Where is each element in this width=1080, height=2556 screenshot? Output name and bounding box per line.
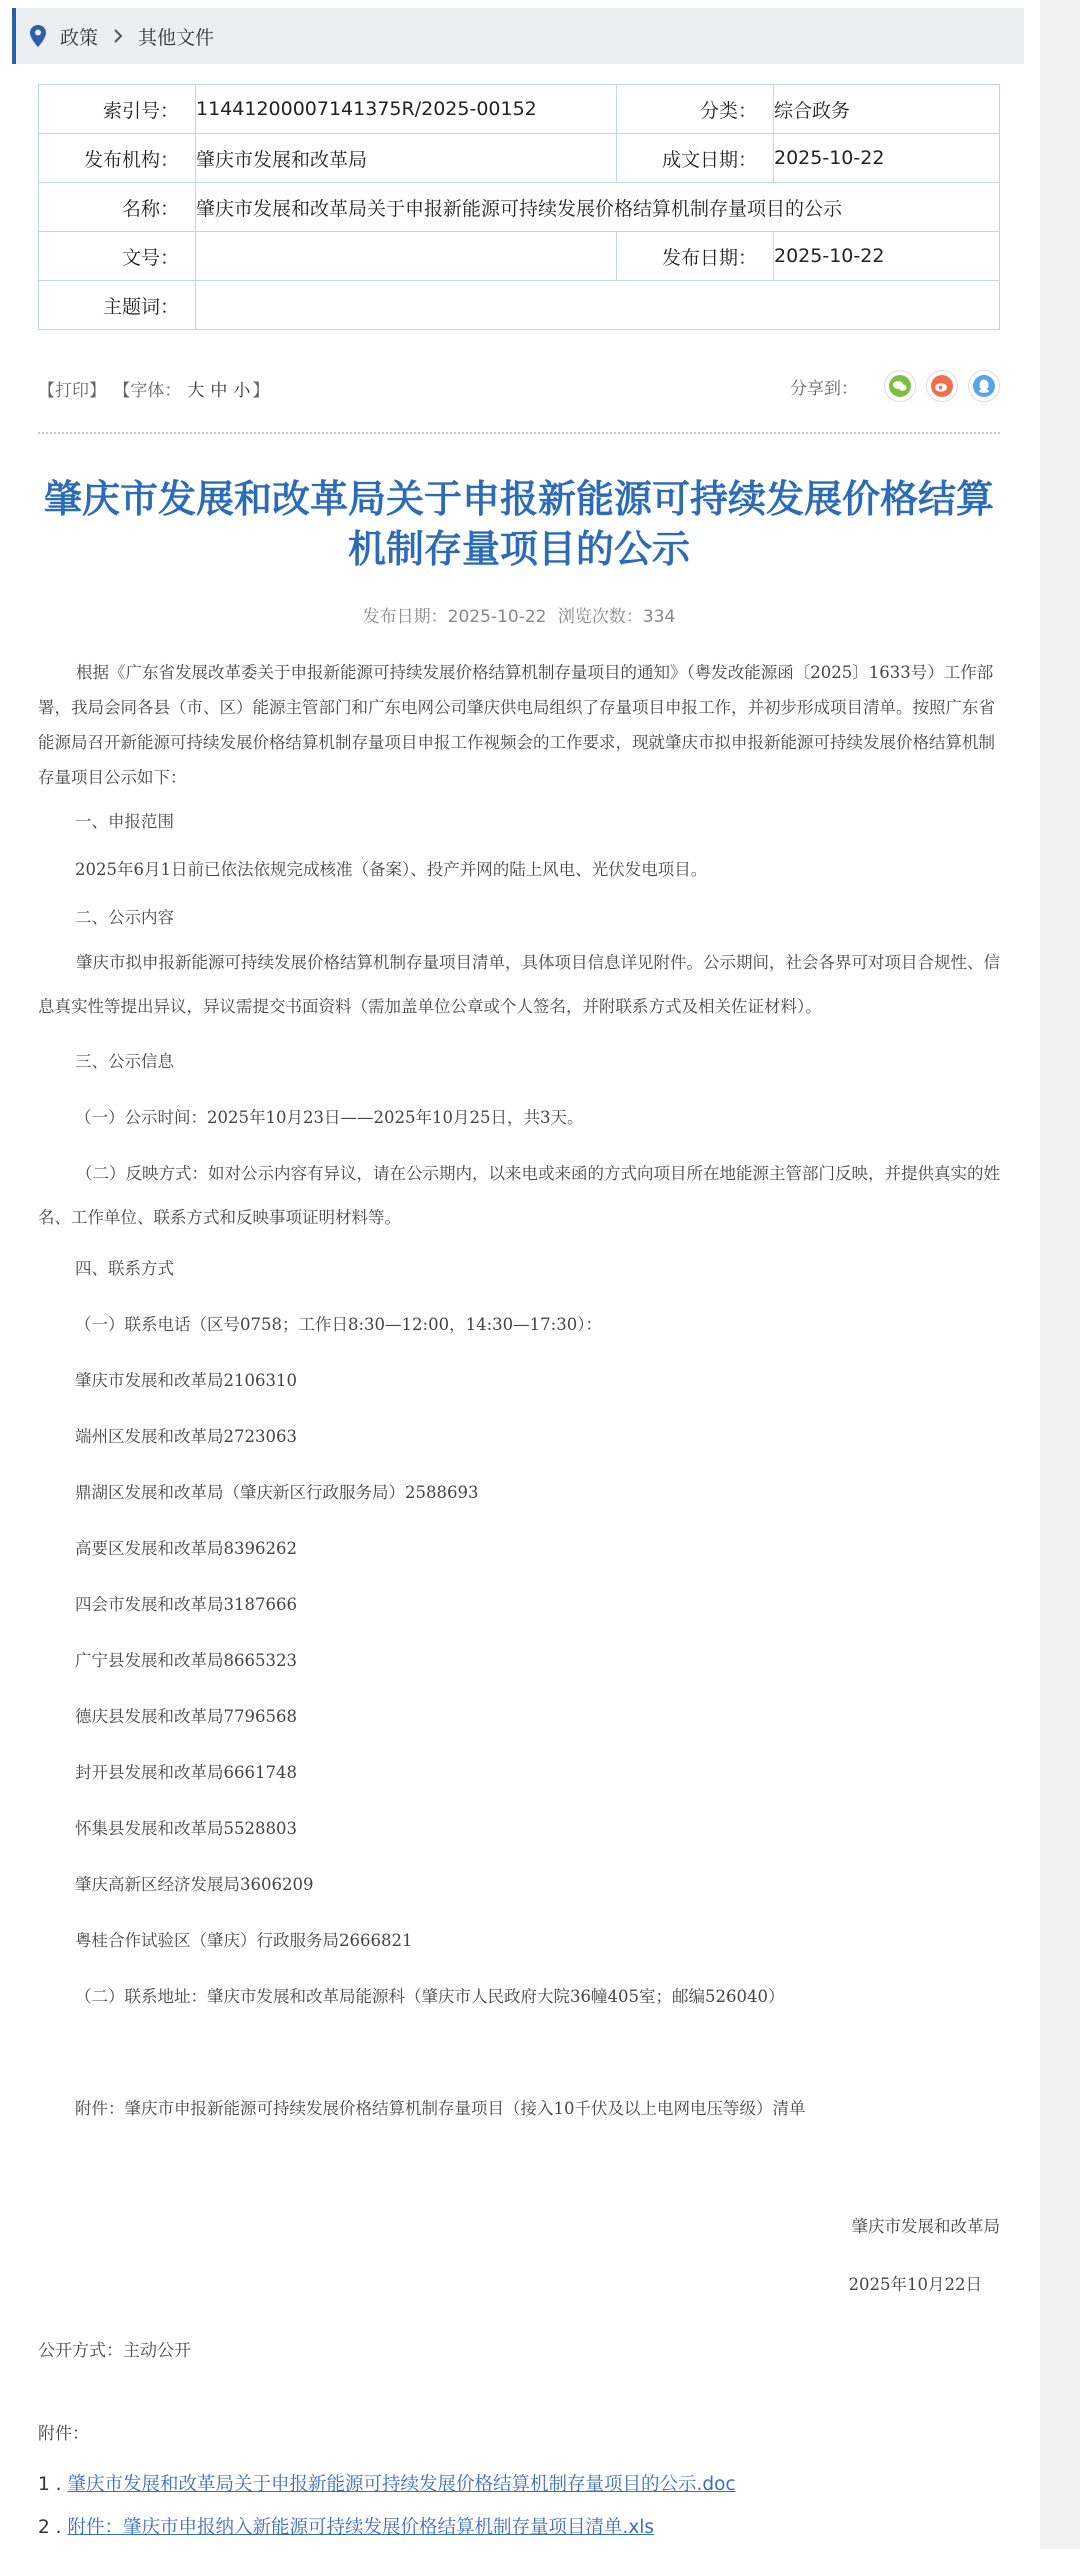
attachment-link-xls[interactable]: 附件：肇庆市申报纳入新能源可持续发展价格结算机制存量项目清单.xls <box>67 2517 655 2538</box>
index-value: 11441200007141375R/2025-00152 <box>196 85 617 134</box>
keywords-value <box>196 281 1000 330</box>
section-heading-4: 四、联系方式 <box>75 1259 174 1278</box>
contact-list <box>38 1370 1000 1986</box>
divider <box>38 432 1000 434</box>
published-date-label: 发布日期： <box>617 232 774 281</box>
share-label: 分享到： <box>790 378 858 399</box>
contact-item: 广宁县发展和改革局8665323 <box>75 1651 297 1670</box>
page <box>12 0 1024 2556</box>
attachments-list <box>38 2470 1024 2556</box>
contact-item: 高要区发展和改革局8396262 <box>75 1539 297 1558</box>
keywords-label: 主题词： <box>39 281 196 330</box>
contact-item: 鼎湖区发展和改革局（肇庆新区行政服务局）2588693 <box>75 1483 479 1502</box>
font-size-medium-button[interactable]: 中 <box>210 381 228 401</box>
attachment-number: 1 . <box>38 2474 62 2495</box>
chevron-right-icon <box>110 27 126 45</box>
contact-item: 四会市发展和改革局3187666 <box>75 1595 297 1614</box>
toolbar <box>38 370 1000 404</box>
name-label: 名称： <box>39 183 196 232</box>
weibo-icon[interactable] <box>926 370 958 402</box>
print-button[interactable]: 【打印】 <box>38 381 106 401</box>
font-size-small-button[interactable]: 小 <box>233 381 251 401</box>
contact-item: 德庆县发展和改革局7796568 <box>75 1707 297 1726</box>
share-bar <box>790 370 1000 402</box>
contact-item: 肇庆市发展和改革局2106310 <box>75 1371 297 1390</box>
font-size-label: 【字体： <box>113 381 182 401</box>
article-body <box>38 655 1000 2296</box>
attachment-link-doc[interactable]: 肇庆市发展和改革局关于申报新能源可持续发展价格结算机制存量项目的公示.doc <box>67 2474 736 2495</box>
section-4-item-a: （一）联系电话（区号0758；工作日8:30—12:00，14:30—17:30）： <box>75 1315 602 1334</box>
document-info-table <box>38 84 1000 330</box>
section-3-item-b: （二）反映方式：如对公示内容有异议，请在公示期内，以来电或来函的方式向项目所在地能源主管部门反映，并提供真实的姓名、工作单位、联系方式和反映事项证明材料等。 <box>38 1164 1000 1227</box>
contact-item: 怀集县发展和改革局5528803 <box>75 1819 297 1838</box>
font-size-large-button[interactable]: 大 <box>187 381 205 401</box>
attachment-item <box>38 2470 1024 2513</box>
publish-date: 发布日期：2025-10-22 <box>362 607 547 627</box>
breadcrumb-item-policy[interactable]: 政策 <box>60 26 99 49</box>
contact-item: 粤桂合作试验区（肇庆）行政服务局2666821 <box>75 1931 413 1950</box>
contact-item: 封开县发展和改革局6661748 <box>75 1763 297 1782</box>
attachment-number: 2 . <box>38 2517 62 2538</box>
published-date-value: 2025-10-22 <box>774 232 1000 281</box>
attachment-item <box>38 2513 1024 2556</box>
category-label: 分类： <box>617 85 774 134</box>
attachment-note: 附件：肇庆市申报新能源可持续发展价格结算机制存量项目（接入10千伏及以上电网电压等级）清单 <box>75 2099 806 2118</box>
article-title: 肇庆市发展和改革局关于申报新能源可持续发展价格结算机制存量项目的公示 <box>43 477 994 571</box>
section-heading-1: 一、申报范围 <box>75 812 174 831</box>
qq-icon[interactable] <box>968 370 1000 402</box>
section-body-1: 2025年6月1日前已依法依规完成核准（备案）、投产并网的陆上风电、光伏发电项目。 <box>75 860 708 879</box>
issuer-value: 肇庆市发展和改革局 <box>196 134 617 183</box>
view-count: 浏览次数：334 <box>557 607 676 627</box>
section-4-item-b: （二）联系地址：肇庆市发展和改革局能源科（肇庆市人民政府大院36幢405室；邮编526040） <box>75 1987 785 2006</box>
font-size-end: 】 <box>252 381 270 401</box>
contact-item: 肇庆高新区经济发展局3606209 <box>75 1875 314 1894</box>
section-heading-3: 三、公示信息 <box>75 1052 174 1071</box>
scrollbar-track[interactable] <box>1040 0 1080 2549</box>
breadcrumb <box>12 8 1024 64</box>
breadcrumb-item-other-files[interactable]: 其他文件 <box>138 26 215 49</box>
created-date-value: 2025-10-22 <box>774 134 1000 183</box>
public-mode: 公开方式：主动公开 <box>38 2341 191 2361</box>
article-meta <box>38 602 1000 627</box>
section-body-2: 肇庆市拟申报新能源可持续发展价格结算机制存量项目清单，具体项目信息详见附件。公示期间，社会各界可对项目合规性、信息真实性等提出异议，异议需提交书面资料（需加盖单位公章或个人签名，并附联系方式及相关佐证材料）。 <box>38 953 1000 1016</box>
intro-paragraph: 根据《广东省发展改革委关于申报新能源可持续发展价格结算机制存量项目的通知》（粤发改能源函〔2025〕1633号）工作部署，我局会同各县（市、区）能源主管部门和广东电网公司肇庆供电局组织了存量项目申报工作，并初步形成项目清单。按照广东省能源局召开新能源可持续发展价格结算机制存量项目申报工作视频会的工作要求，现就肇庆市拟申报新能源可持续发展价格结算机制存量项目公示如下： <box>38 663 995 787</box>
wechat-icon[interactable] <box>884 370 916 402</box>
sign-date: 2025年10月22日 <box>848 2275 982 2294</box>
signature: 肇庆市发展和改革局 <box>851 2217 1000 2236</box>
category-value: 综合政务 <box>774 85 1000 134</box>
name-value: 肇庆市发展和改革局关于申报新能源可持续发展价格结算机制存量项目的公示 <box>196 183 1000 232</box>
contact-item: 端州区发展和改革局2723063 <box>75 1427 297 1446</box>
doc-number-value <box>196 232 617 281</box>
section-heading-2: 二、公示内容 <box>75 908 174 927</box>
location-pin-icon <box>30 25 46 47</box>
created-date-label: 成文日期： <box>617 134 774 183</box>
doc-number-label: 文号： <box>39 232 196 281</box>
issuer-label: 发布机构： <box>39 134 196 183</box>
toolbar-left <box>38 376 271 401</box>
section-3-item-a: （一）公示时间：2025年10月23日——2025年10月25日，共3天。 <box>75 1108 584 1127</box>
attachments-heading: 附件： <box>38 2424 89 2444</box>
index-label: 索引号： <box>39 85 196 134</box>
